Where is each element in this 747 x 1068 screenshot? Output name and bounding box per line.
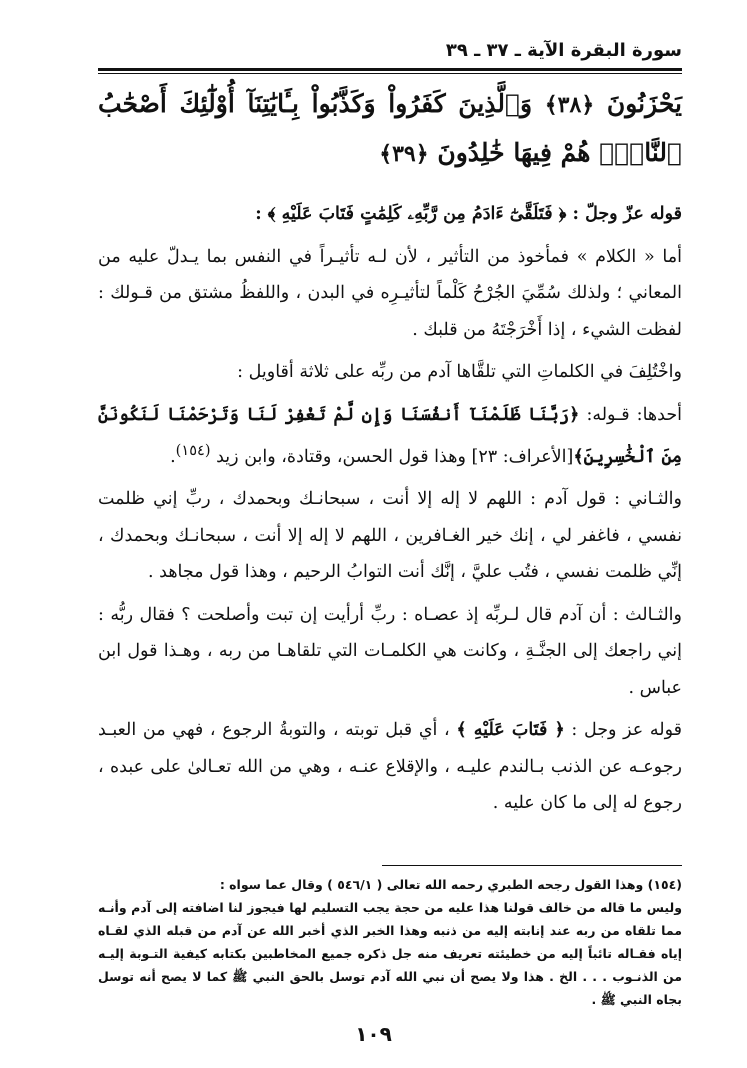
paragraph-lead: أحدها: قـوله: [579,404,683,425]
footnotes [98,873,682,1011]
quran-verse-block [98,80,682,178]
paragraph-end: : [255,204,268,224]
verse-text-middle: وَٱلَّذِينَ كَفَرُواْ وَكَذَّبُواْ بِـَٔايَٰتِنَآ أُوْلَٰٓئِكَ أَصْحَٰبُ ٱلنَّارِۖ هُمْ فِيهَا خَٰلِدُونَ [98,89,682,167]
quran-quote: ﴿رَبَّنَا ظَلَمْنَآ أَنفُسَنَا وَإِن لَّمْ تَغْفِرْ لَنَا وَتَرْحَمْنَا لَنَكُونَنَّ مِنَ ٱلْخَٰسِرِينَ﴾ [98,404,682,467]
paragraph [98,397,682,476]
footnote-text: وليس ما قاله من خالف قولنا هذا عليه من حجة يجب التسليم لها فيجوز لنا اضافته إلى آدم وأنـه مما تلقاه من ربه عند إنابته إليه من ذنبه وهذا الخبر الذي أخبر الله عن آدم من قبله الذي لقـاه إياه فقـاله تائباً إليه من خطيئته تعريف منه جل ذكره جميع المخاطبين بكتابه كيفية التـوبة إليـه من الذنـوب . . . الخ . هذا ولا يصح أن نبي الله آدم توسل بالحق النبي ﷺ كما لا يصح أنه توسل بجاه النبي ﷺ . [98,900,682,1007]
paragraph: والثـالث : أن آدم قال لـربِّه إذ عصـاه : ربِّ أرأيت إن تبت وأصلحت ؟ فقال ربُّه : إني راجعك إلى الجنَّـةِ ، وكانت هي الكلمـات التي تلقاهـا من ربه ، وهـذا قول ابن عباس . [98,604,682,698]
header-rule-thin [98,73,682,74]
footnote-marker: (١٥٤) [175,442,211,459]
paragraph: والثـاني : قول آدم : اللهم لا إله إلا أنت ، سبحانـك وبحمدك ، ربِّ إني ظلمت نفسي ، فاغفر لي ، إنك خير الغـافرين ، اللهم لا إله إلا أنت ، سبحانـك وبحمدك ، إنِّي ظلمت نفسي ، فتُب عليَّ ، إنَّك أنت التوابُ الرحيم ، وهذا قول مجاهد . [98,489,682,583]
footnote-line: (١٥٤) وهذا القول رجحه الطبري رحمه الله تعالى ( ٥٤٦/١ ) وقال عما سواه : [219,877,682,892]
paragraph-rest: ، أي قبل توبته ، والتوبةُ الرجوع ، فهي من العبـد رجوعـه عن الذنب بـالندم عليـه ، والإقلاع عنـه ، وهي من الله تعـالىٰ على عبده ، رجوع له إلى ما كان عليه . [98,720,682,814]
quran-quote: ﴿ فَتَلَقَّىٰٓ ءَادَمُ مِن رَّبِّهِۦ كَلِمَٰتٍ فَتَابَ عَلَيْهِ ﴾ [267,204,567,224]
paragraph-lead: قوله عزّ وجلّ : [566,204,682,224]
paragraph: واخْتُلِفَ في الكلماتِ التي تلقَّاها آدم من ربِّه على ثلاثة أقاويل : [237,362,682,382]
paragraph [98,712,682,822]
quote-reference: [الأعراف: ٢٣] وهذا قول الحسن، وقتادة، وابن زيد [216,446,574,467]
header-rule [98,68,682,71]
paragraph-lead: قوله عز وجل : [564,720,682,741]
commentary-body [98,196,682,828]
running-header: سورة البقرة الآية ـ ٣٧ ـ ٣٩ [445,40,682,61]
paragraph [98,196,682,233]
verse-text-start: يَحْزَنُونَ [594,89,682,118]
verse-number-mark: ﴿٣٩﴾ [379,141,429,167]
verse-number-mark: ﴿٣٨﴾ [544,92,595,118]
quran-quote: ﴿ فَتَابَ عَلَيْهِ ﴾ [456,720,565,741]
paragraph: أما « الكلام » فمأخوذ من التأثير ، لأن لـه تأثيـراً في النفس بما يـدلّ عليه من المعاني ؛ ولذلك سُمِّيَ الجُرْحُ كَلْماً لتأثيـرِه في البدن ، واللفظُ مشتق من قـولك : لفظت الشيء ، إذا أَخْرَجْتَهُ من قلبك . [98,246,682,340]
paragraph-end: . [170,446,176,467]
footnote-separator [382,865,682,866]
page-number: ١٠٩ [355,1022,392,1046]
